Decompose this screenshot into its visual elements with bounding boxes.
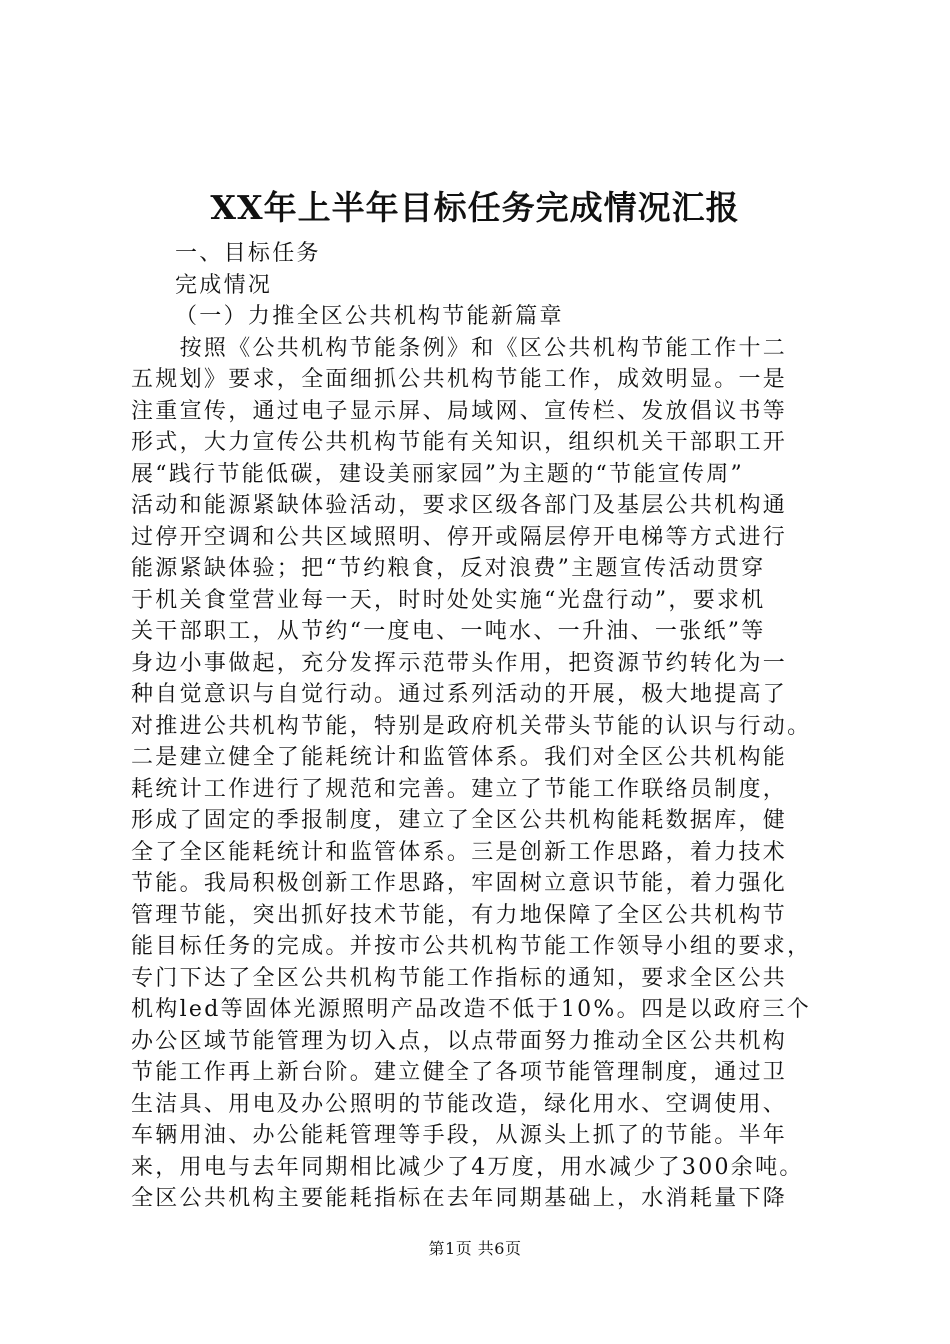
paragraph-line: 生洁具、用电及办公照明的节能改造，绿化用水、空调使用、 xyxy=(131,1091,788,1117)
paragraph-line: 身边小事做起，充分发挥示范带头作用，把资源节约转化为一 xyxy=(131,650,788,676)
subsection-heading-energy: （一）力推全区公共机构节能新篇章 xyxy=(175,304,564,329)
paragraph-line: 种自觉意识与自觉行动。通过系列活动的开展，极大地提高了 xyxy=(131,682,788,707)
paragraph-line: 机构led等固体光源照明产品改造不低于10%。四是以政府三个 xyxy=(131,997,812,1022)
paragraph-line: 来，用电与去年同期相比减少了4万度，用水减少了300余吨。 xyxy=(131,1154,804,1180)
paragraph-line: 形式，大力宣传公共机构节能有关知识，组织机关干部职工开 xyxy=(131,430,788,455)
paragraph-line: 办公区域节能管理为切入点，以点带面努力推动全区公共机构 xyxy=(131,1028,788,1054)
paragraph-line: 全了全区能耗统计和监管体系。三是创新工作思路，着力技术 xyxy=(131,839,788,865)
paragraph-line: 关干部职工，从节约“一度电、一吨水、一升油、一张纸”等 xyxy=(131,619,766,644)
paragraph-line: 按照《公共机构节能条例》和《区公共机构节能工作十二 xyxy=(131,335,788,361)
page-number-footer: 第1页 共6页 xyxy=(428,1239,522,1258)
paragraph-line: 能目标任务的完成。并按市公共机构节能工作领导小组的要求， xyxy=(131,934,812,959)
paragraph-line: 活动和能源紧缺体验活动，要求区级各部门及基层公共机构通 xyxy=(131,493,788,518)
paragraph-line: 管理节能，突出抓好技术节能，有力地保障了全区公共机构节 xyxy=(131,902,788,928)
paragraph-line: 二是建立健全了能耗统计和监管体系。我们对全区公共机构能 xyxy=(131,745,788,770)
paragraph-line: 形成了固定的季报制度，建立了全区公共机构能耗数据库，健 xyxy=(131,808,788,833)
paragraph-line: 全区公共机构主要能耗指标在去年同期基础上，水消耗量下降 xyxy=(131,1186,788,1211)
paragraph-line: 能源紧缺体验；把“节约粮食，反对浪费”主题宣传活动贯穿 xyxy=(131,556,766,581)
paragraph-line: 节能。我局积极创新工作思路，牢固树立意识节能，着力强化 xyxy=(131,871,788,896)
document-title: XX年上半年目标任务完成情况汇报 xyxy=(210,188,740,227)
paragraph-line: 专门下达了全区公共机构节能工作指标的通知，要求全区公共 xyxy=(131,965,788,991)
document-body xyxy=(131,238,821,1215)
paragraph-line: 车辆用油、办公能耗管理等手段，从源头上抓了的节能。半年 xyxy=(131,1123,788,1148)
paragraph-line: 五规划》要求，全面细抓公共机构节能工作，成效明显。一是 xyxy=(131,367,788,392)
section-heading-completion: 完成情况 xyxy=(175,272,273,298)
paragraph-line: 注重宣传，通过电子显示屏、局域网、宣传栏、发放倡议书等 xyxy=(131,398,788,424)
paragraph-line: 过停开空调和公共区域照明、停开或隔层停开电梯等方式进行 xyxy=(131,524,788,550)
paragraph-line: 对推进公共机构节能，特别是政府机关带头节能的认识与行动。 xyxy=(131,713,812,739)
paragraph-line: 于机关食堂营业每一天，时时处处实施“光盘行动”，要求机 xyxy=(131,587,766,613)
paragraph-line: 节能工作再上新台阶。建立健全了各项节能管理制度，通过卫 xyxy=(131,1060,788,1085)
paragraph-line: 展“践行节能低碳，建设美丽家园”为主题的“节能宣传周” xyxy=(131,461,745,487)
paragraph xyxy=(131,333,821,1215)
section-heading-targets: 一、目标任务 xyxy=(175,241,321,266)
paragraph-line: 耗统计工作进行了规范和完善。建立了节能工作联络员制度， xyxy=(131,776,788,802)
